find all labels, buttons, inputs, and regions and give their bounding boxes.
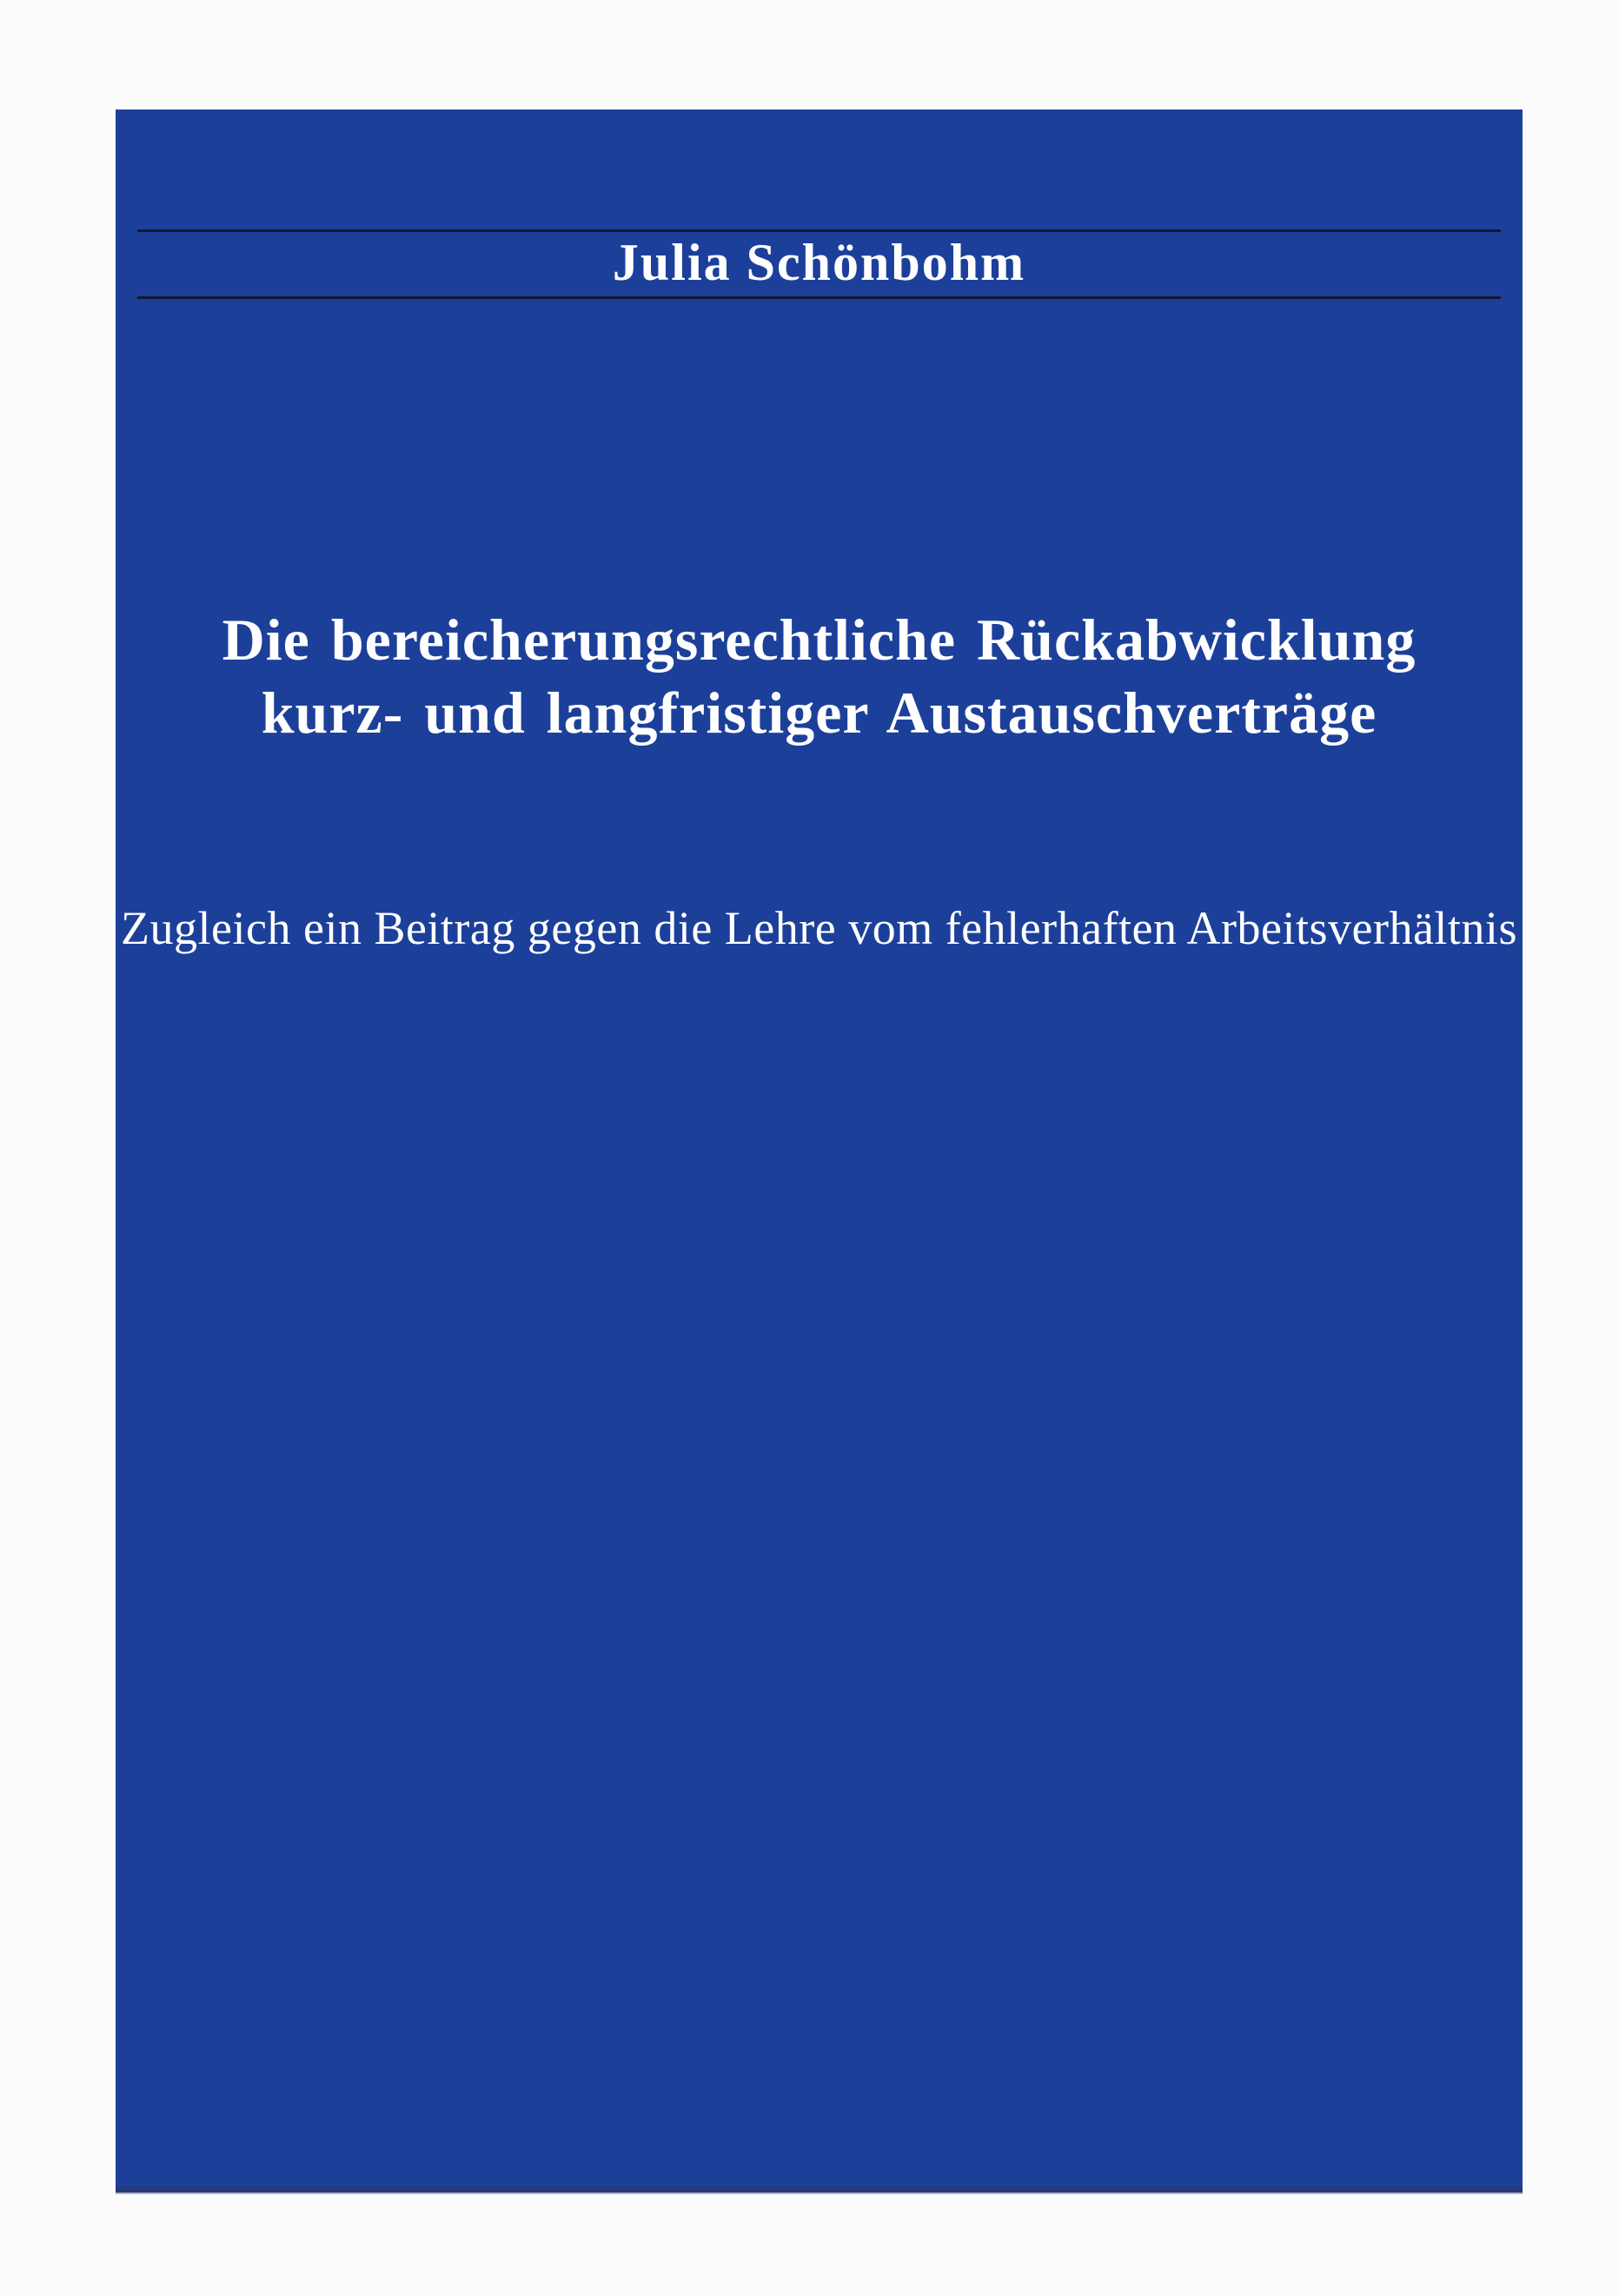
cover-panel <box>116 109 1523 2193</box>
book-title-line-1: Die bereicherungsrechtliche Rückabwicklung <box>222 607 1417 673</box>
author-name: Julia Schönbohm <box>612 234 1026 291</box>
book-title-line-2: kurz- und langfristiger Austauschverträge <box>261 680 1377 746</box>
book-subtitle: Zugleich ein Beitrag gegen die Lehre vom fehlerhaften Arbeitsverhältnis <box>121 902 1517 954</box>
author-band <box>116 229 1523 296</box>
book-title <box>116 603 1523 749</box>
author-band-rule-bottom <box>137 296 1501 299</box>
